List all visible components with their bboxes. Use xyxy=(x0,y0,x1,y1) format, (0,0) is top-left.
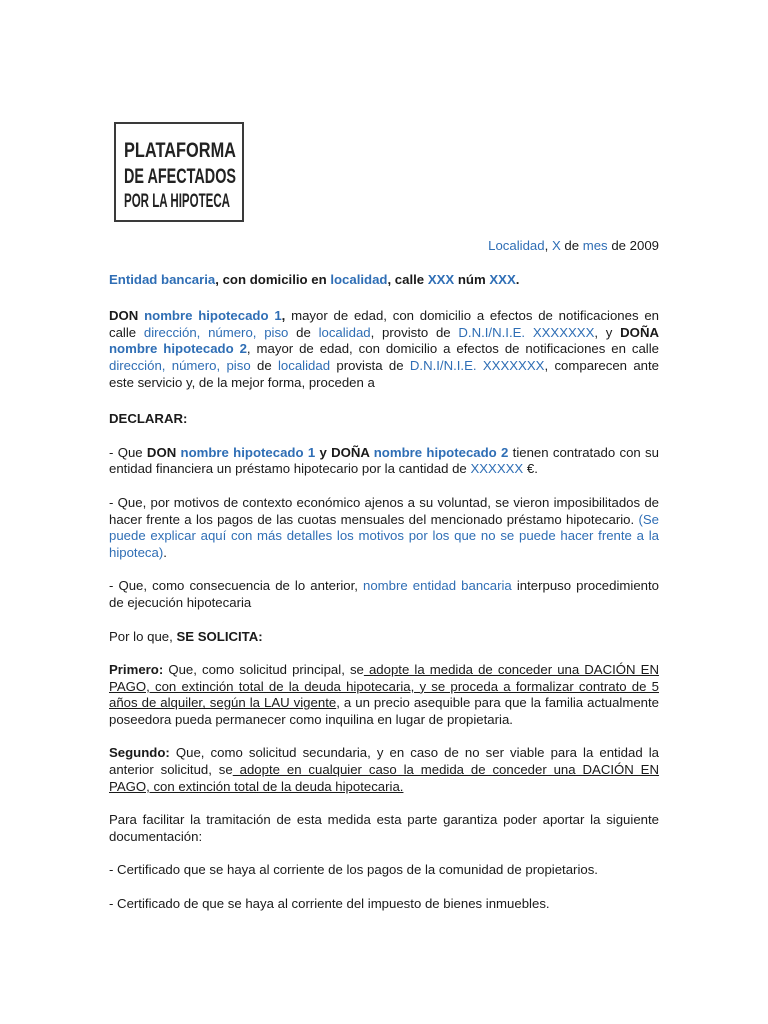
parties-paragraph xyxy=(109,308,659,391)
don-label: DON xyxy=(109,308,145,324)
point-3-text-1: - Que, como consecuencia de lo anterior, xyxy=(109,578,364,594)
point-1-text-3: €. xyxy=(523,461,538,477)
segundo-paragraph xyxy=(109,745,659,795)
point-2-text-1: - Que, por motivos de contexto económico ajenos a su voluntad, se vieron imposibilitados de hacer frente a los pagos de las cuotas mensuales del mencionado préstamo hipotecario. xyxy=(109,494,659,527)
segundo-underlined: adopte en cualquier caso la medida de conceder una DACIÓN EN PAGO, con extinción total de la deuda hipotecaria. xyxy=(109,762,660,794)
date-month: mes xyxy=(582,238,608,253)
nombre-hipotecado-1: nombre hipotecado 1 xyxy=(144,308,282,324)
point-2 xyxy=(109,495,659,561)
primero-text-1: Que, como solicitud principal, se xyxy=(163,662,364,678)
logo-graphic xyxy=(116,124,242,220)
parties-text-6: de xyxy=(250,357,278,373)
primero-paragraph xyxy=(109,662,659,728)
point-1-nombre-1: nombre hipotecado 1 xyxy=(180,444,316,460)
parties-text-8: , comparecen ante este servicio y, de la mejor forma, proceden a xyxy=(109,357,660,390)
dni-1: D.N.I/N.I.E. XXXXXXX xyxy=(458,324,595,340)
point-2-text-2: . xyxy=(163,544,167,560)
point-1-don: DON xyxy=(146,444,177,460)
facilitar-paragraph: Para facilitar la tramitación de esta medida esta parte garantiza poder aportar la siguiente documentación: xyxy=(109,812,659,844)
entity-text-1: , con domicilio en xyxy=(215,271,331,287)
point-3-text-2: interpuso procedimiento de ejecución hipotecaria xyxy=(109,578,659,610)
point-3 xyxy=(109,578,659,611)
point-1-y-dona: y DOÑA xyxy=(315,444,374,460)
date-de: de xyxy=(560,238,583,253)
parties-text-5: , mayor de edad, con domicilio a efectos de notificaciones en calle xyxy=(246,341,660,357)
primero-underlined: adopte la medida de conceder una DACIÓN EN PAGO, con extinción total de la deuda hipotecaria, y se proceda a formalizar contrato de 5 años de alquiler, según la LAU vigente xyxy=(109,662,659,711)
point-1-amount: XXXXXX xyxy=(470,461,524,477)
direccion-1: dirección, número, piso xyxy=(143,324,289,340)
primero-label: Primero: xyxy=(109,662,164,678)
date-localidad: Localidad xyxy=(488,238,545,253)
parties-text-3: , provisto de xyxy=(370,324,459,340)
logo xyxy=(114,122,244,222)
nombre-hipotecado-2: nombre hipotecado 2 xyxy=(109,341,247,357)
point-1-text-1: - Que xyxy=(109,444,147,460)
localidad-2: localidad xyxy=(277,357,331,373)
date-sep: , xyxy=(544,238,552,253)
document-item-1: - Certificado que se haya al corriente de los pagos de la comunidad de propietarios. xyxy=(109,862,598,878)
document-item-2: - Certificado de que se haya al corriente del impuesto de bienes inmuebles. xyxy=(109,896,550,912)
solicita-heading: SE SOLICITA: xyxy=(176,628,263,644)
point-3-bank: nombre entidad bancaria xyxy=(363,578,512,594)
point-1 xyxy=(109,445,659,478)
date-line xyxy=(109,238,659,255)
entity-text-3: núm xyxy=(454,271,490,287)
solicita-text: Por lo que, xyxy=(109,628,177,644)
entity-line xyxy=(109,272,659,289)
point-1-nombre-2: nombre hipotecado 2 xyxy=(373,444,509,460)
logo-line-2: DE AFECTADOS xyxy=(124,165,236,188)
solicita-line xyxy=(109,629,659,646)
entity-name: Entidad bancaria xyxy=(109,271,216,287)
primero-text-2: , a un precio asequible para que la familia actualmente poseedora pueda permanecer como inquilina en lugar de propietaria. xyxy=(109,695,660,727)
parties-comma: , xyxy=(281,308,286,324)
entity-street: XXX xyxy=(427,271,455,287)
logo-line-1: PLATAFORMA xyxy=(124,139,236,162)
letter-body xyxy=(109,238,659,913)
parties-text-7: provista de xyxy=(330,357,410,373)
date-year: de 2009 xyxy=(607,238,659,253)
point-2-note: (Se puede explicar aquí con más detalles los motivos por los que no se puede hacer frente a la hipoteca) xyxy=(109,511,659,560)
dona-label: DOÑA xyxy=(620,324,659,340)
declarar-heading: DECLARAR: xyxy=(109,411,188,427)
segundo-label: Segundo: xyxy=(109,745,170,761)
direccion-2: dirección, número, piso xyxy=(109,357,251,373)
segundo-text-1: Que, como solicitud secundaria, y en caso de no ser viable para la entidad la anterior solicitud, se xyxy=(109,745,659,778)
entity-text-2: , calle xyxy=(387,271,428,287)
dni-2: D.N.I/N.I.E. XXXXXXX xyxy=(409,357,545,373)
entity-text-4: . xyxy=(515,271,520,287)
parties-text-2: de xyxy=(288,324,319,340)
date-day: X xyxy=(551,238,561,253)
entity-localidad: localidad xyxy=(330,271,388,287)
parties-text-1: mayor de edad, con domicilio a efectos de notificaciones en calle xyxy=(109,308,660,340)
logo-line-3: POR LA HIPOTECA xyxy=(124,191,231,212)
parties-text-4: , y xyxy=(594,324,621,340)
point-1-text-2: tienen contratado con su entidad financiera un préstamo hipotecario por la cantidad de xyxy=(109,444,659,477)
localidad-1: localidad xyxy=(318,324,371,340)
entity-number: XXX xyxy=(489,271,516,287)
